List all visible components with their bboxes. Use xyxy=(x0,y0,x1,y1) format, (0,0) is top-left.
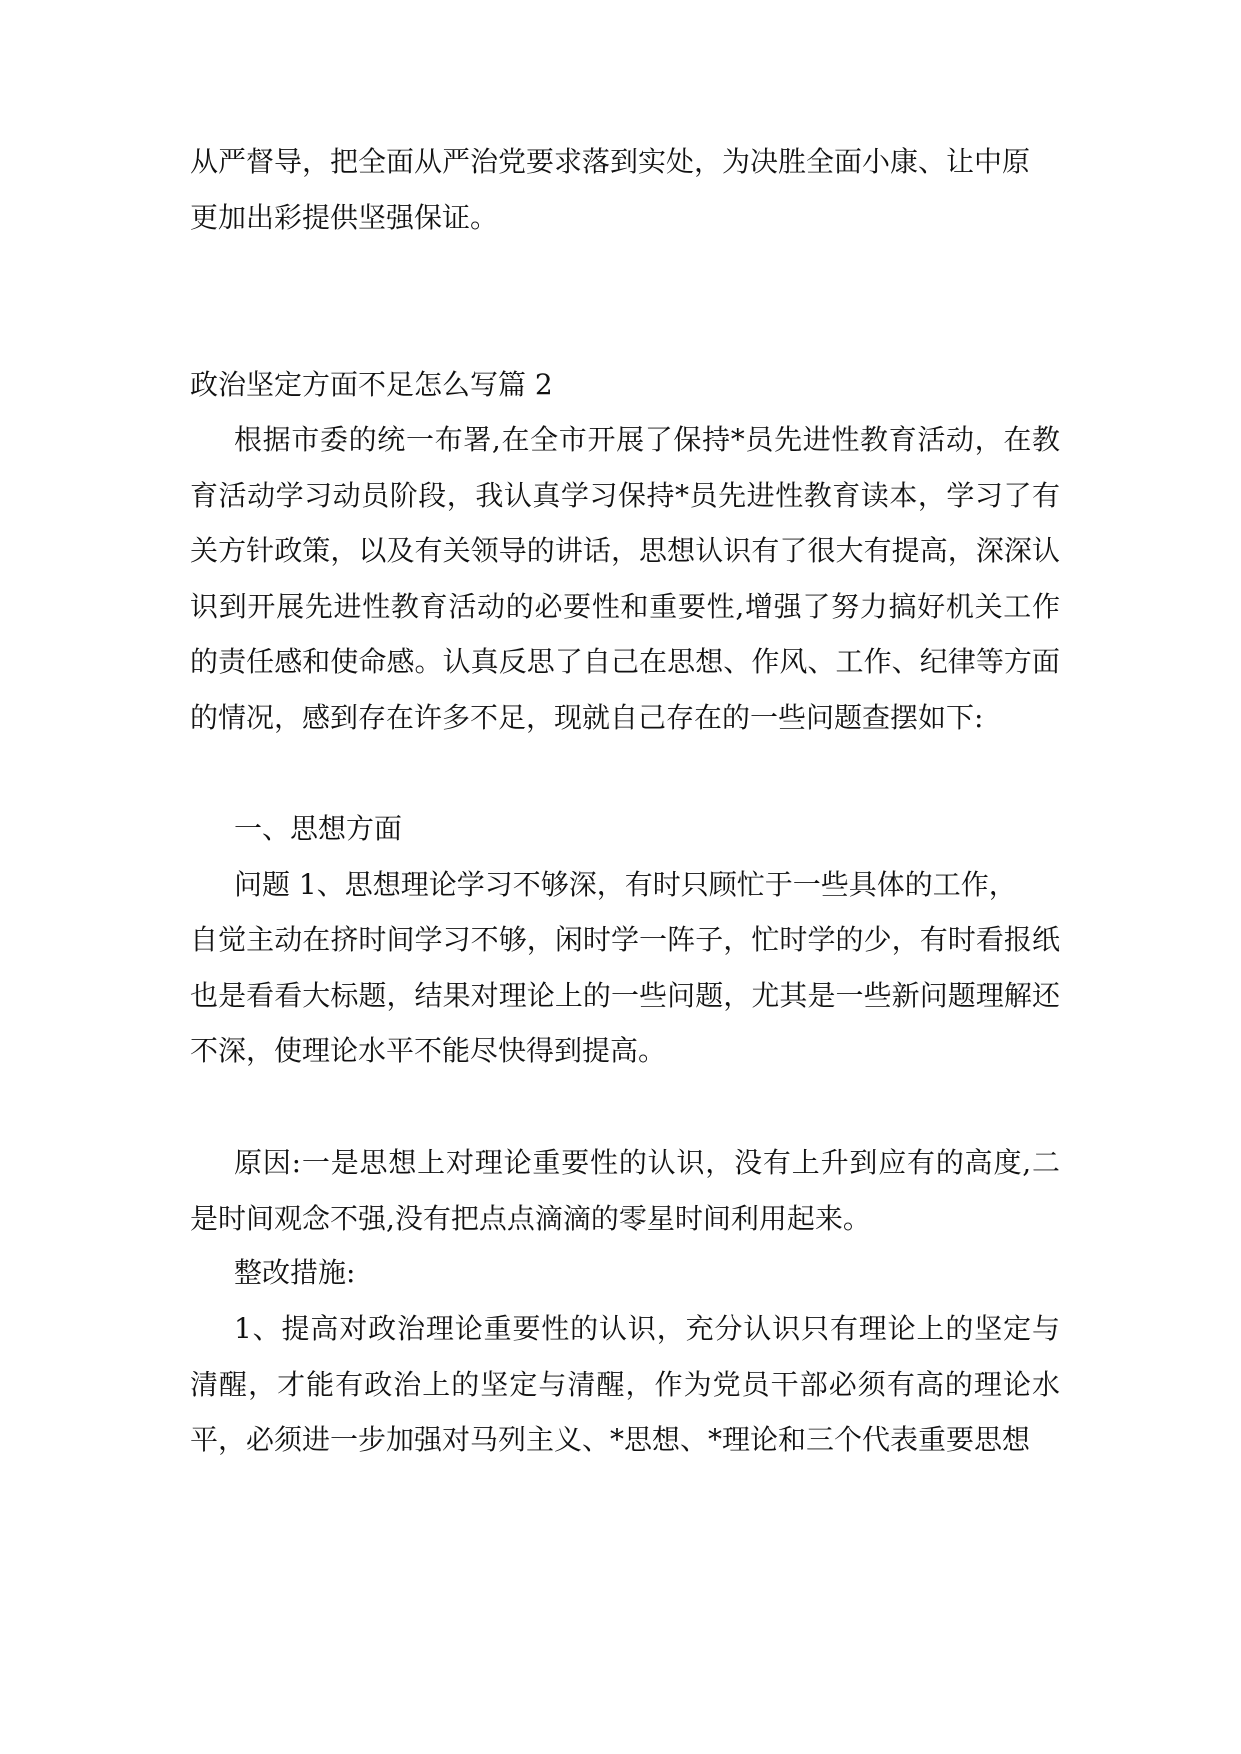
body-paragraph-measures-title: 整改措施: xyxy=(234,1256,356,1289)
continuation-paragraph xyxy=(190,134,1060,245)
body-paragraph-problem-detail: 自觉主动在挤时间学习不够，闲时学一阵子，忙时学的少，有时看报纸也是看看大标题，结果对理论上的一些问题，尤其是一些新问题理解还不深，使理论水平不能尽快得到提高。 xyxy=(190,923,1060,1068)
body-paragraph-intro: 根据市委的统一布署,在全市开展了保持*员先进性教育活动，在教育活动学习动员阶段，我认真学习保持*员先进性教育读本，学习了有关方针政策，以及有关领导的讲话，思想认识有了很大有提高，深深认识到开展先进性教育活动的必要性和重要性,增强了努力搞好机关工作的责任感和使命感。认真反思了自己在思想、作风、工作、纪律等方面的情况，感到存在许多不足，现就自己存在的一些问题查摆如下: xyxy=(190,423,1060,734)
body-paragraph-section-title: 一、思想方面 xyxy=(234,812,403,845)
problem-lead-line: 问题 1、思想理论学习不够深，有时只顾忙于一些具体的工作， xyxy=(234,868,1017,901)
section-heading: 政治坚定方面不足怎么写篇 2 xyxy=(190,368,553,401)
continuation-line-2: 更加出彩提供坚强保证。 xyxy=(190,200,499,234)
body-paragraph-measure-1: 1、提高对政治理论重要性的认识，充分认识只有理论上的坚定与清醒，才能有政治上的坚定与清醒，作为党员干部必须有高的理论水平，必须进一步加强对马列主义、*思想、*理论和三个代表重要思想 xyxy=(190,1312,1060,1457)
body-paragraph-cause: 原因:一是思想上对理论重要性的认识，没有上升到应有的高度,二是时间观念不强,没有把点点滴滴的零星时间利用起来。 xyxy=(190,1146,1060,1235)
continuation-line-1: 从严督导，把全面从严治党要求落到实处，为决胜全面小康、让中原 xyxy=(190,145,1031,178)
body-paragraph-problem-lead xyxy=(190,857,1060,913)
